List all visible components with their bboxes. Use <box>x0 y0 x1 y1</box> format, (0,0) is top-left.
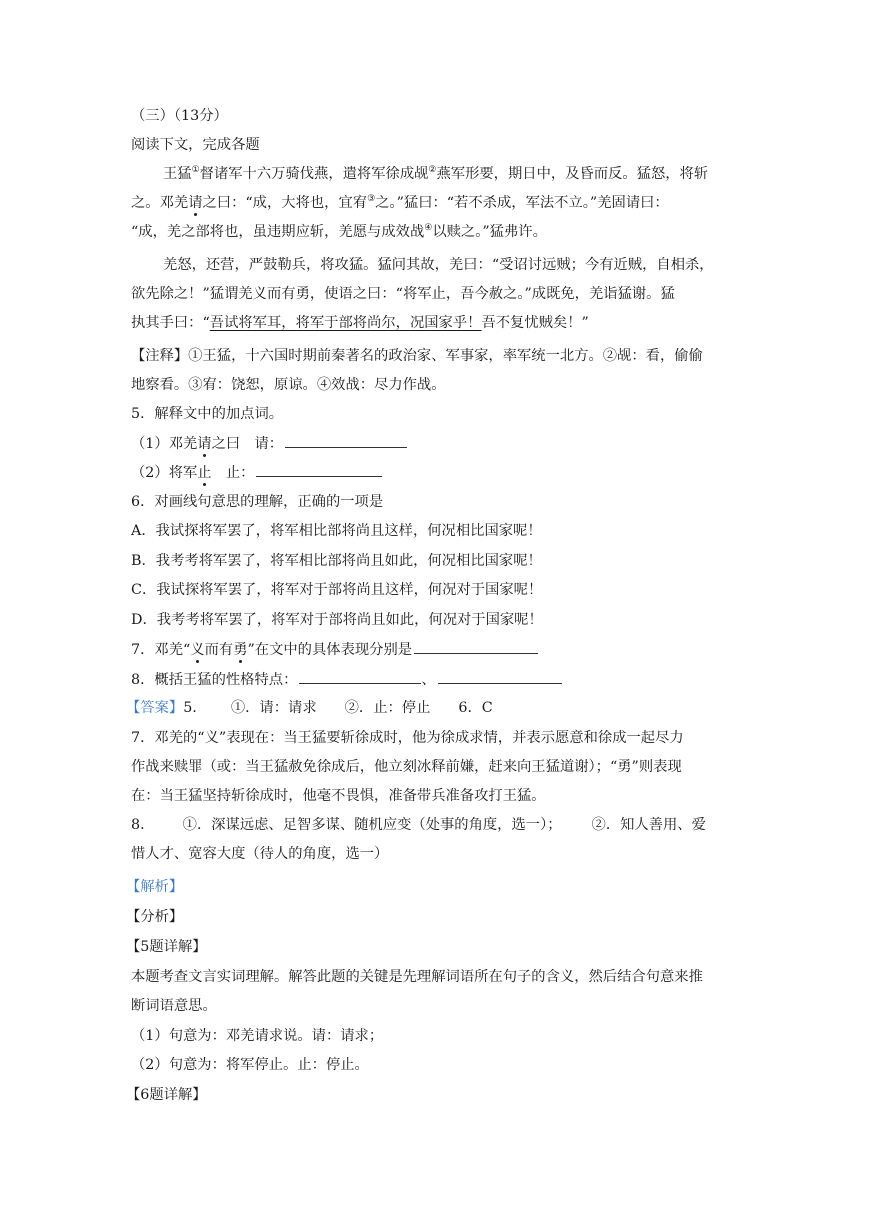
answer-blank[interactable] <box>414 639 538 654</box>
answer-q7-line: 作战来赎罪（或：当王猛赦免徐成后，他立刻冰释前嫌，赶来向王猛道谢）；“勇”则表现 <box>131 759 682 775</box>
answer-blank[interactable] <box>285 433 407 448</box>
answer-q7-line: 7．邓羌的“义”表现在：当王猛要斩徐成时，他为徐成求情，并表示愿意和徐成一起尽力 <box>131 730 684 746</box>
notes-line: 地察看。③宥：饶恕，原谅。④效战：尽力作战。 <box>131 377 446 393</box>
question-5: 5．解释文中的加点词。 <box>131 406 284 422</box>
passage-line: 王猛①督诸军十六万骑伐燕，遣将军徐成觇②燕军形要，期日中，及昏而反。猛怒，将斩 <box>163 165 709 182</box>
question-8: 8．概括王猛的性格特点： 、 <box>131 669 741 690</box>
section-title: （三）（13分） <box>131 108 228 124</box>
passage-line: 执其手曰：“吾试将军耳，将军于部将尚尔，况国家乎！吾不复忧贼矣！” <box>131 315 589 331</box>
answer-tag: 【答案】 <box>126 700 184 716</box>
answer-blank[interactable] <box>438 669 562 684</box>
answer-q8-line: 惜人才、宽容大度（待人的角度，选一） <box>131 846 389 862</box>
dotted-word: 请 <box>188 195 203 211</box>
option-a: A．我试探将军罢了，将军相比部将尚且这样，何况相比国家呢！ <box>131 523 542 539</box>
passage-line: 羌怒，还营，严鼓勒兵，将攻猛。猛问其故，羌曰：“受诏讨远贼；今有近贼，自相杀， <box>163 257 714 273</box>
passage-line: “成，羌之部将也，虽违期应斩，羌愿与成效战④以赎之。”猛弗许。 <box>131 223 547 240</box>
analysis-q6-heading: 【6题详解】 <box>126 1087 207 1103</box>
passage-line: 之。邓羌请之曰：“成，大将也，宜宥③之。”猛曰：“若不杀成，军法不立。”羌固请曰： <box>131 194 669 211</box>
dotted-word: 止 <box>197 465 212 481</box>
option-b: B．我考考将军罢了，将军相比部将尚且如此，何况相比国家呢！ <box>131 553 542 569</box>
analysis-line: （1）句意为：邓羌请求说。请：请求； <box>131 1028 384 1044</box>
notes-line: 【注释】①王猛，十六国时期前秦著名的政治家、军事家，率军统一北方。②觇：看，偷偷 <box>131 348 703 364</box>
dotted-word: 义 <box>190 642 205 658</box>
answer-q7-line: 在：当王猛坚持斩徐成时，他毫不畏惧，准备带兵准备攻打王猛。 <box>131 788 546 804</box>
answer-q8-line: 8. ①．深谋远虑、足智多谋、随机应变（处事的角度，选一）； ②．知人善用、爱 <box>131 817 706 833</box>
question-5-2: （2）将军止 止： <box>131 462 741 483</box>
dotted-word: 勇 <box>233 642 248 658</box>
analysis-tag: 【解析】 <box>126 879 184 895</box>
dotted-word: 请 <box>197 436 212 452</box>
question-5-1: （1）邓羌请之曰 请： <box>131 433 741 454</box>
underlined-sentence: 吾试将军耳，将军于部将尚尔，况国家乎！ <box>209 315 482 331</box>
answer-line: 【答案】5. ①．请：请求 ②．止：停止 6．C <box>126 700 493 716</box>
passage-line: 欲先除之！”猛谓羌义而有勇，使语之曰：“将军止，吾今赦之。”成既免，羌诣猛谢。猛 <box>131 286 675 302</box>
section-instruction: 阅读下文，完成各题 <box>131 137 260 153</box>
analysis-q5-heading: 【5题详解】 <box>126 939 207 955</box>
analysis-line: 本题考查文言实词理解。解答此题的关键是先理解词语所在句子的含义，然后结合句意来推 <box>131 969 703 985</box>
option-c: C．我试探将军罢了，将军对于部将尚且这样，何况对于国家呢！ <box>131 582 543 598</box>
question-7: 7．邓羌“义而有勇”在文中的具体表现分别是 <box>131 639 741 660</box>
answer-blank[interactable] <box>299 669 421 684</box>
question-6: 6．对画线句意思的理解，正确的一项是 <box>131 494 384 510</box>
analysis-fenxi: 【分析】 <box>126 909 184 925</box>
option-d: D．我考考将军罢了，将军对于部将尚且如此，何况对于国家呢！ <box>131 612 543 628</box>
analysis-line: 断词语意思。 <box>131 998 217 1014</box>
analysis-line: （2）句意为：将军停止。止：停止。 <box>131 1057 369 1073</box>
answer-blank[interactable] <box>256 462 382 477</box>
